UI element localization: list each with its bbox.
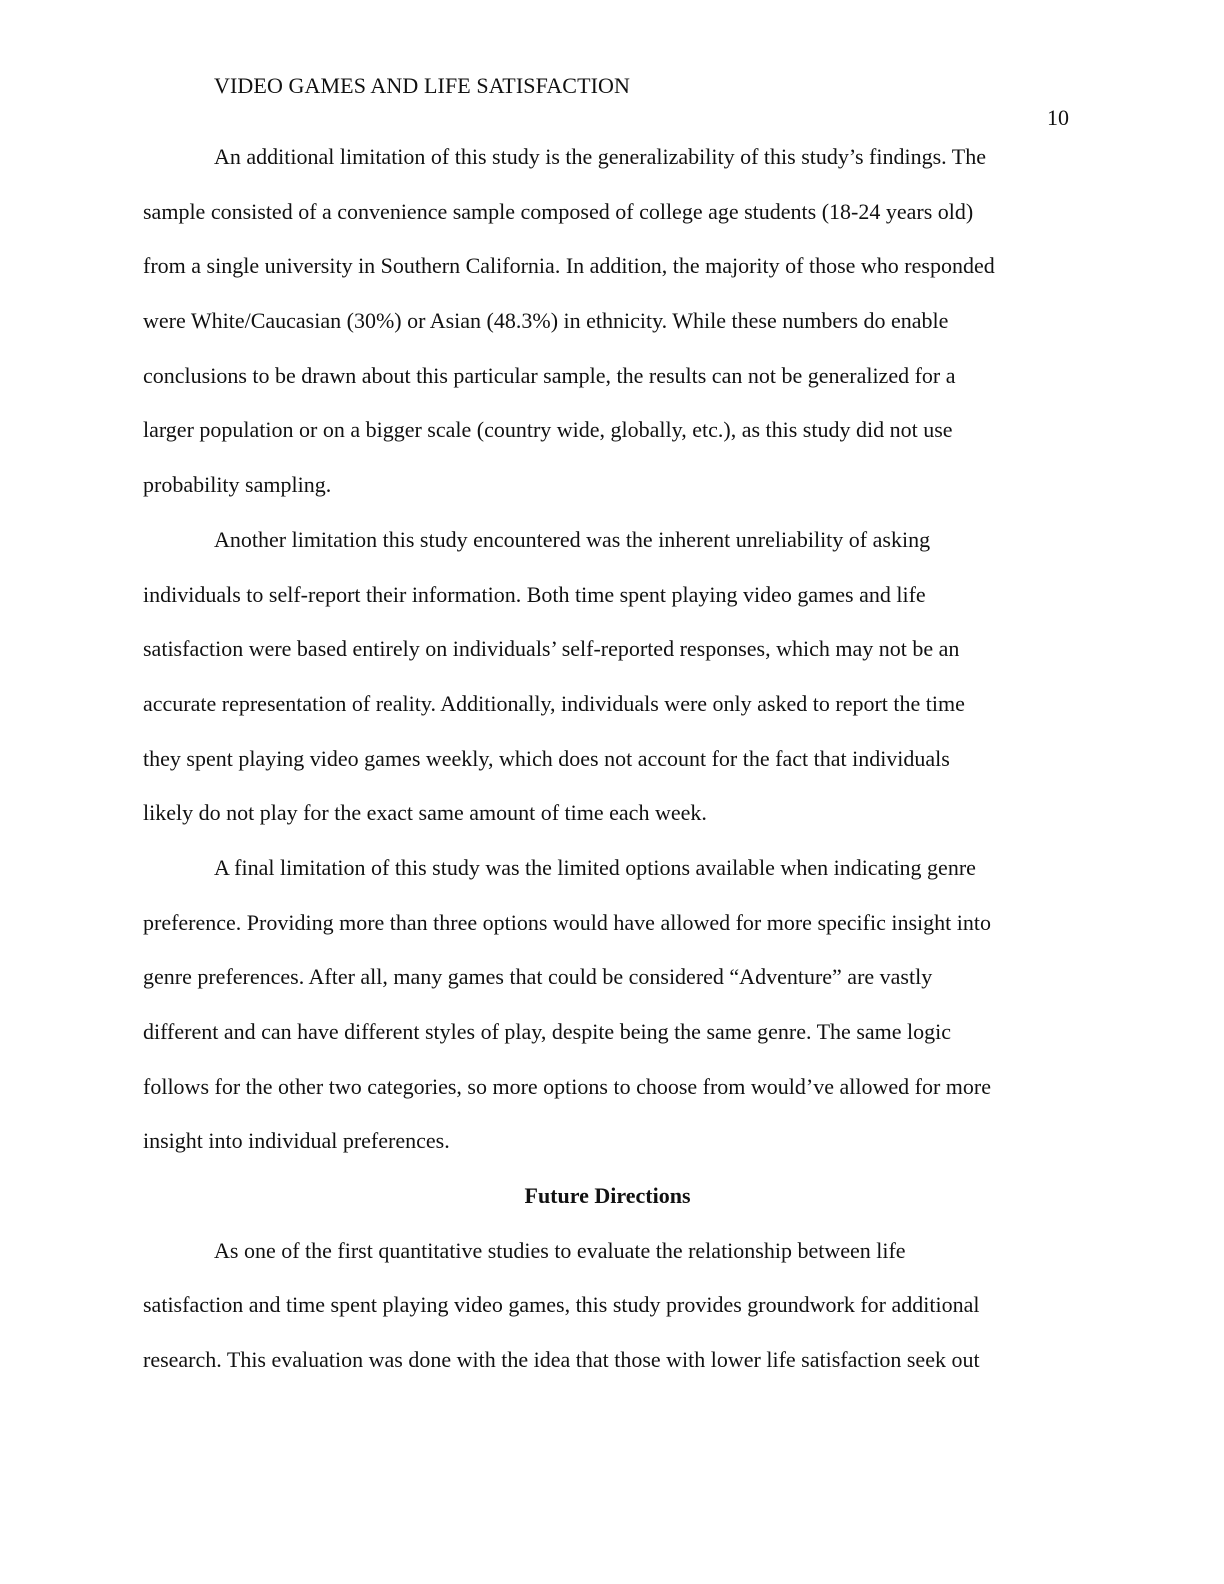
paragraph-self-report (143, 513, 1072, 841)
text-line: from a single university in Southern California. In addition, the majority of those who responded (143, 253, 995, 279)
text-line: insight into individual preferences. (143, 1128, 450, 1154)
running-head: VIDEO GAMES AND LIFE SATISFACTION (214, 73, 631, 98)
text-line: A final limitation of this study was the limited options available when indicating genre (214, 854, 976, 880)
text-line: An additional limitation of this study is the generalizability of this study’s findings. The (214, 144, 986, 169)
text-line: they spent playing video games weekly, which does not account for the fact that individuals (143, 745, 950, 771)
text-line: were White/Caucasian (30%) or Asian (48.3%) in ethnicity. While these numbers do enable (143, 308, 949, 334)
text-line: individuals to self-report their information. Both time spent playing video games and life (143, 581, 926, 607)
text-line: research. This evaluation was done with the idea that those with lower life satisfaction seek out (143, 1347, 980, 1373)
text-line: sample consisted of a convenience sample composed of college age students (18-24 years old) (143, 198, 974, 224)
paragraph-future-directions (143, 1224, 1072, 1388)
text-line: preference. Providing more than three options would have allowed for more specific insight into (143, 909, 991, 935)
text-line: genre preferences. After all, many games that could be considered “Adventure” are vastly (143, 964, 933, 990)
paragraph-genre-options (143, 841, 1072, 1169)
text-line: follows for the other two categories, so more options to choose from would’ve allowed for more (143, 1073, 992, 1099)
paragraph-generalizability (143, 130, 1072, 513)
section-heading: Future Directions (524, 1183, 691, 1209)
text-line: satisfaction and time spent playing video games, this study provides groundwork for additional (143, 1292, 980, 1318)
text-line: satisfaction were based entirely on individuals’ self-reported responses, which may not be an (143, 636, 960, 662)
text-line: conclusions to be drawn about this particular sample, the results can not be generalized for a (143, 362, 956, 388)
text-line: As one of the first quantitative studies to evaluate the relationship between life (214, 1237, 906, 1263)
text-line: probability sampling. (143, 472, 332, 498)
text-line: different and can have different styles of play, despite being the same genre. The same logic (143, 1019, 952, 1044)
text-line: Another limitation this study encountered was the inherent unreliability of asking (214, 526, 931, 552)
body-text (143, 130, 1072, 1388)
text-line: larger population or on a bigger scale (country wide, globally, etc.), as this study did not use (143, 417, 953, 443)
page-number: 10 (1047, 105, 1069, 130)
text-line: likely do not play for the exact same amount of time each week. (143, 800, 707, 826)
text-line: accurate representation of reality. Additionally, individuals were only asked to report the time (143, 690, 965, 716)
